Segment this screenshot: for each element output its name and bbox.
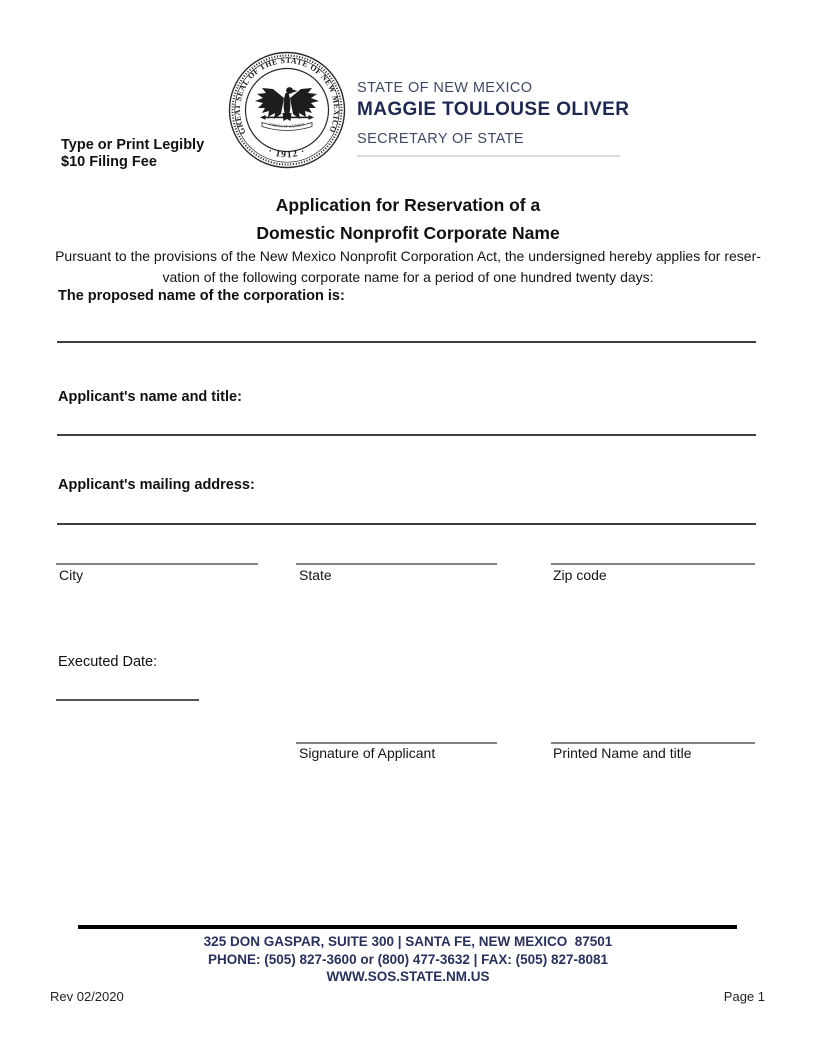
city-field-line[interactable]: [56, 563, 258, 565]
zip-label: Zip code: [553, 567, 607, 583]
form-title-line2: Domestic Nonprofit Corporate Name: [256, 223, 560, 243]
seal-year-text: · 1912 ·: [266, 146, 308, 161]
executed-date-label: Executed Date:: [58, 654, 158, 670]
form-title: [0, 191, 816, 247]
signature-label: Signature of Applicant: [299, 745, 436, 761]
printed-name-field-line[interactable]: [551, 742, 755, 744]
header-office: SECRETARY OF STATE: [357, 131, 524, 147]
footer-rule: [78, 925, 737, 929]
city-label: City: [59, 567, 84, 583]
footer-phone: PHONE: (505) 827-3600 or (800) 477-3632 | FAX: (505) 827-8081: [208, 951, 608, 967]
state-field-line[interactable]: [296, 563, 497, 565]
filing-instructions: [61, 137, 204, 171]
seal-motto-text: CRESCIT EUNDO: [268, 121, 306, 129]
header-agency: STATE OF NEW MEXICO: [357, 80, 533, 96]
instruction-legibly: Type or Print Legibly: [61, 137, 205, 153]
footer-contact-block: [0, 933, 816, 986]
intro-line1: Pursuant to the provisions of the New Mexico Nonprofit Corporation Act, the undersigned hereby applies for reser-: [55, 248, 761, 264]
state-seal-icon: [227, 48, 347, 172]
applicant-name-label: Applicant's name and title:: [58, 389, 242, 405]
header-official-name: MAGGIE TOULOUSE OLIVER: [357, 99, 630, 120]
proposed-name-field-line[interactable]: [57, 341, 756, 343]
nm-state-seal: [227, 48, 347, 172]
revision-note: Rev 02/2020: [50, 989, 124, 1004]
mailing-address-label: Applicant's mailing address:: [58, 477, 255, 493]
seal-ring-text: GREAT SEAL OF THE STATE OF NEW MEXICO: [232, 55, 342, 136]
executed-date-field-line[interactable]: [56, 699, 199, 701]
instruction-fee: $10 Filing Fee: [61, 154, 157, 170]
mailing-address-field-line[interactable]: [57, 523, 756, 525]
page-number: Page 1: [723, 989, 765, 1004]
seal-eagle-icon: [255, 87, 319, 121]
intro-line2: vation of the following corporate name for a period of one hundred twenty days:: [162, 268, 654, 285]
signature-field-line[interactable]: [296, 742, 497, 744]
printed-name-label: Printed Name and title: [553, 745, 692, 761]
header-divider: [357, 155, 620, 157]
proposed-name-label: The proposed name of the corporation is:: [58, 288, 345, 304]
applicant-name-field-line[interactable]: [57, 434, 756, 436]
footer-address: 325 DON GASPAR, SUITE 300 | SANTA FE, NEW MEXICO 87501: [203, 934, 613, 949]
footer-website: WWW.SOS.STATE.NM.US: [326, 969, 490, 984]
form-title-line1: Application for Reservation of a: [275, 195, 541, 215]
zip-field-line[interactable]: [551, 563, 755, 565]
intro-paragraph: [0, 246, 816, 287]
state-label: State: [299, 567, 332, 583]
